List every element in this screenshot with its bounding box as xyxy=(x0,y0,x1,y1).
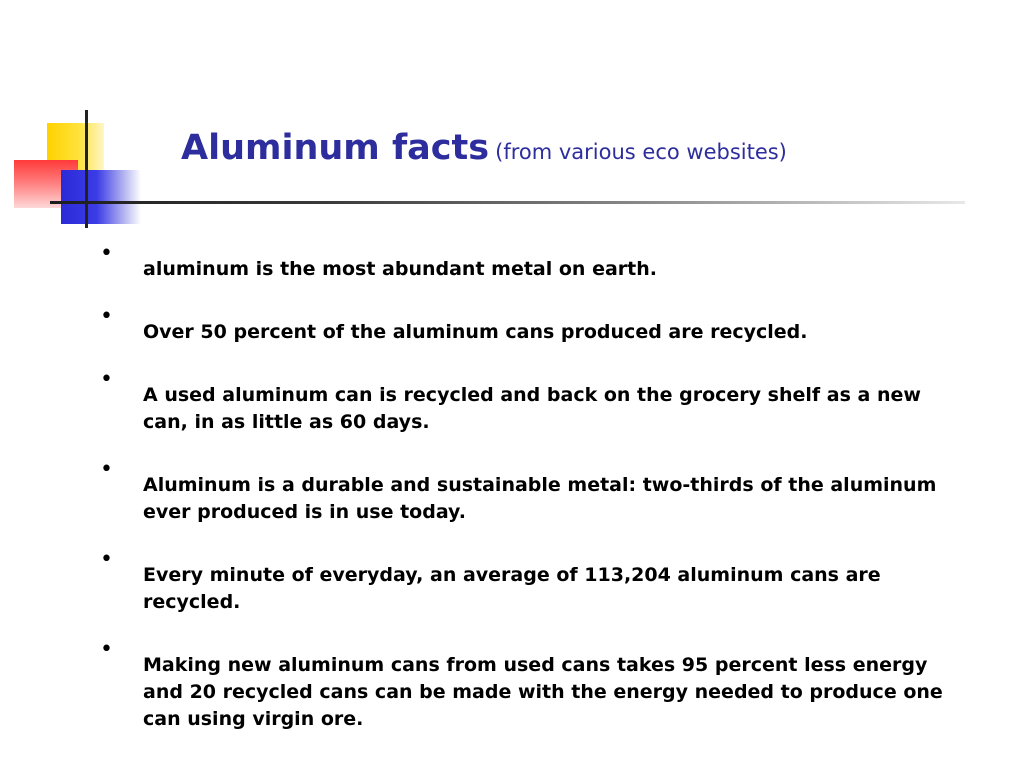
title-text: Aluminum facts xyxy=(181,128,490,168)
bullet-icon: • xyxy=(100,304,113,329)
title-subtitle: (from various eco websites) xyxy=(495,140,787,164)
bullet-icon: • xyxy=(100,241,113,266)
title-underline-rule xyxy=(50,201,965,204)
slide-title xyxy=(181,128,787,168)
bullet-icon: • xyxy=(100,637,113,662)
bullet-text: Over 50 percent of the aluminum cans produced are recycled. xyxy=(143,321,808,343)
bullet-list xyxy=(100,241,960,761)
bullet-item xyxy=(100,304,960,346)
bullet-text: Aluminum is a durable and sustainable metal: two-thirds of the aluminum ever produced is in use today. xyxy=(143,474,937,523)
bullet-item xyxy=(100,457,960,526)
bullet-text: A used aluminum can is recycled and back on the grocery shelf as a new can, in as little as 60 days. xyxy=(143,384,921,433)
bullet-item xyxy=(100,241,960,283)
bullet-item xyxy=(100,547,960,616)
bullet-text: aluminum is the most abundant metal on earth. xyxy=(143,258,657,280)
bullet-item xyxy=(100,367,960,436)
bullet-icon: • xyxy=(100,367,113,392)
bullet-icon: • xyxy=(100,457,113,482)
vertical-rule xyxy=(85,110,88,228)
bullet-text: Making new aluminum cans from used cans takes 95 percent less energy and 20 recycled cans can be made with the energy needed to produce one can using virgin ore. xyxy=(143,654,943,730)
bullet-icon: • xyxy=(100,547,113,572)
bullet-text: Every minute of everyday, an average of 113,204 aluminum cans are recycled. xyxy=(143,564,881,613)
bullet-item xyxy=(100,637,960,733)
blue-square-decoration xyxy=(61,170,141,224)
